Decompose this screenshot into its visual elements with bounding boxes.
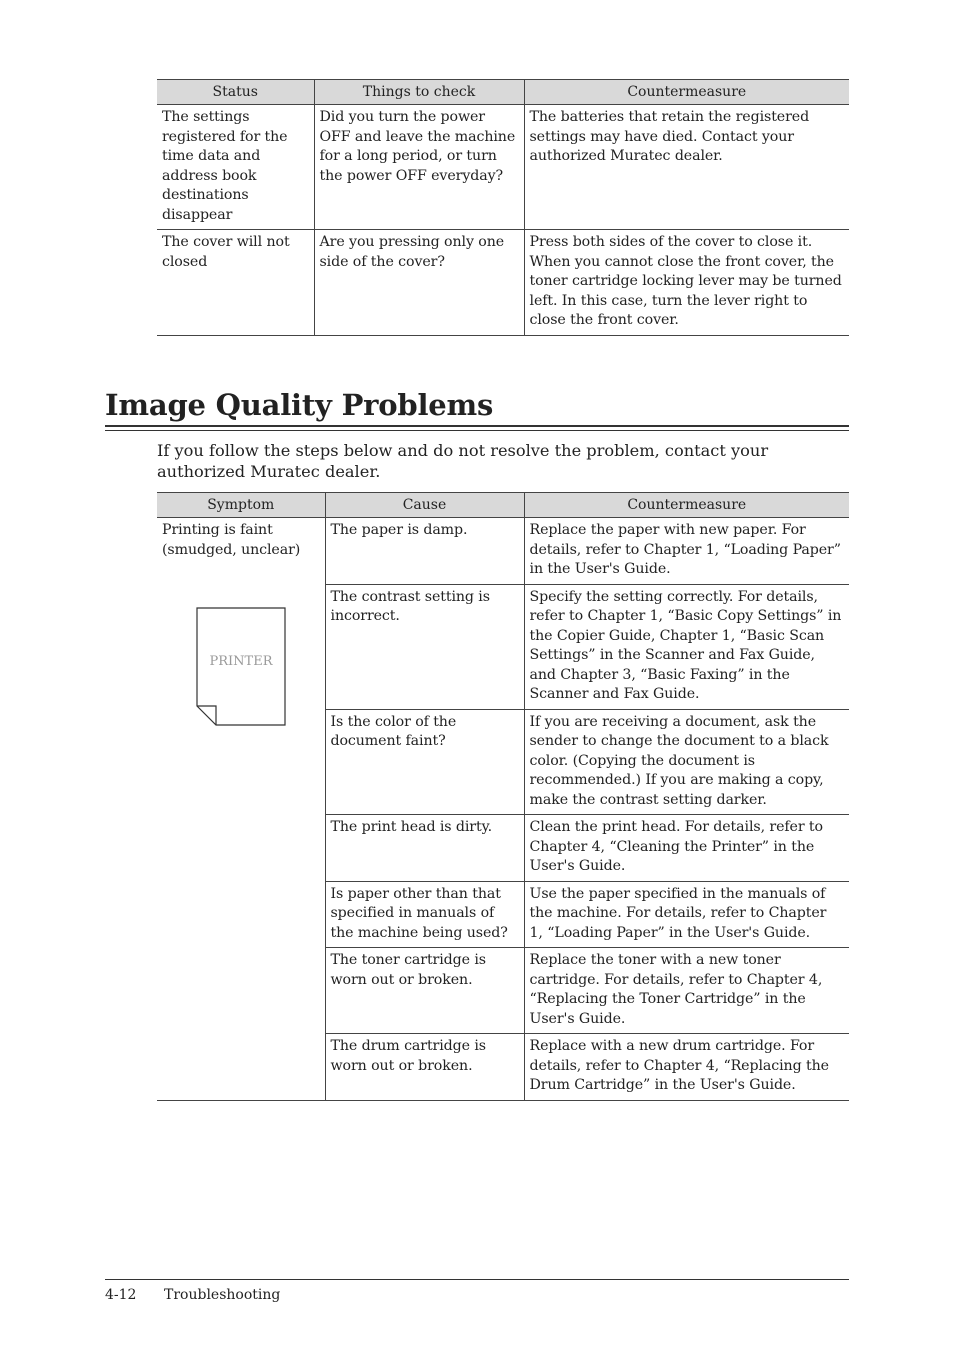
troubleshooting-table — [157, 79, 849, 336]
cause-cell: The paper is damp. — [325, 518, 524, 585]
countermeasure-cell: The batteries that retain the registered settings may have died. Contact your authorized Muratec dealer. — [524, 105, 849, 230]
cause-cell: The drum cartridge is worn out or broken. — [325, 1034, 524, 1101]
cause-cell: Is paper other than that specified in manuals of the machine being used? — [325, 881, 524, 948]
things-to-check-cell: Did you turn the power OFF and leave the machine for a long period, or turn the power OFF everyday? — [314, 105, 524, 230]
status-cell: The cover will not closed — [157, 230, 314, 336]
column-header-things-to-check: Things to check — [314, 80, 524, 105]
cause-cell: The contrast setting is incorrect. — [325, 584, 524, 709]
title-rule-thin — [105, 430, 849, 431]
symptom-cell — [157, 518, 325, 1101]
table-row — [157, 230, 849, 336]
intro-paragraph: If you follow the steps below and do not resolve the problem, contact your authorized Muratec dealer. — [157, 441, 769, 481]
column-header-status: Status — [157, 80, 314, 105]
table-header-row — [157, 493, 849, 518]
column-header-countermeasure: Countermeasure — [524, 493, 849, 518]
cause-cell: The print head is dirty. — [325, 815, 524, 882]
countermeasure-cell: Replace the toner with a new toner cartridge. For details, refer to Chapter 4, “Replacing the Toner Cartridge” in the User's Guide. — [524, 948, 849, 1034]
status-cell: The settings registered for the time data and address book destinations disappear — [157, 105, 314, 230]
faint-print-sample-figure — [196, 607, 288, 727]
column-header-symptom: Symptom — [157, 493, 325, 518]
section-title: Image Quality Problems — [105, 388, 494, 422]
column-header-cause: Cause — [325, 493, 524, 518]
table-header-row — [157, 80, 849, 105]
symptom-text: Printing is faint (smudged, unclear) — [162, 522, 301, 558]
table-row — [157, 105, 849, 230]
page-number: 4-12 — [105, 1287, 137, 1303]
footer-section-title: Troubleshooting — [164, 1287, 281, 1303]
footer-rule — [105, 1279, 849, 1280]
countermeasure-cell: Press both sides of the cover to close it. When you cannot close the front cover, the toner cartridge locking lever may be turned left. In this case, turn the lever right to close the front cover. — [524, 230, 849, 336]
figure-label: PRINTER — [209, 654, 273, 669]
title-rule — [105, 425, 849, 427]
countermeasure-cell: Replace with a new drum cartridge. For details, refer to Chapter 4, “Replacing the Drum Cartridge” in the User's Guide. — [524, 1034, 849, 1101]
countermeasure-cell: If you are receiving a document, ask the sender to change the document to a black color. (Copying the document is recommended.) If you are making a copy, make the contrast setting darker. — [524, 709, 849, 815]
things-to-check-cell: Are you pressing only one side of the cover? — [314, 230, 524, 336]
countermeasure-cell: Replace the paper with new paper. For details, refer to Chapter 1, “Loading Paper” in the User's Guide. — [524, 518, 849, 585]
image-quality-table — [157, 492, 849, 1101]
cause-cell: Is the color of the document faint? — [325, 709, 524, 815]
table-row — [157, 518, 849, 585]
cause-cell: The toner cartridge is worn out or broken. — [325, 948, 524, 1034]
countermeasure-cell: Clean the print head. For details, refer to Chapter 4, “Cleaning the Printer” in the User's Guide. — [524, 815, 849, 882]
column-header-countermeasure: Countermeasure — [524, 80, 849, 105]
countermeasure-cell: Specify the setting correctly. For details, refer to Chapter 1, “Basic Copy Settings” in the Copier Guide, Chapter 1, “Basic Scan Settings” in the Scanner and Fax Guide, and Chapter 3, “Basic Faxing” in the Scanner and Fax Guide. — [524, 584, 849, 709]
countermeasure-cell: Use the paper specified in the manuals of the machine. For details, refer to Chapter 1, “Loading Paper” in the User's Guide. — [524, 881, 849, 948]
